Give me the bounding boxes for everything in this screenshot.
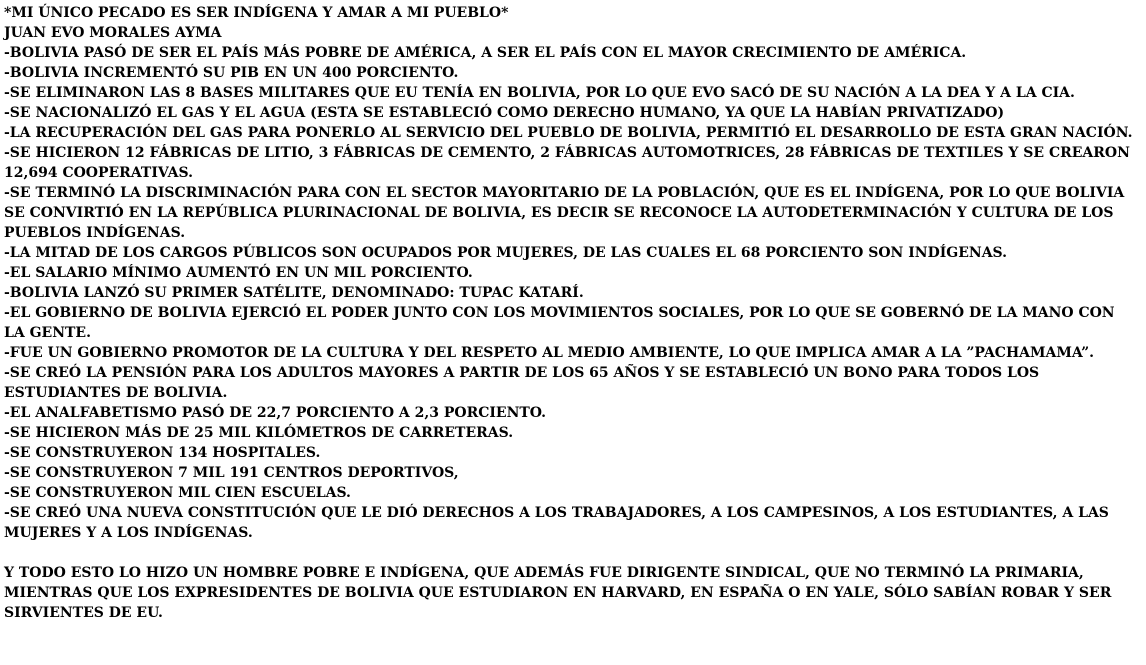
document-body bbox=[4, 3, 1140, 623]
list-item: -FUE UN GOBIERNO PROMOTOR DE LA CULTURA Y DEL RESPETO AL MEDIO AMBIENTE, LO QUE IMPLICA AMAR A LA ”PACHAMAMA”. bbox=[4, 345, 1095, 361]
list-item: -EL GOBIERNO DE BOLIVIA EJERCIÓ EL PODER JUNTO CON LOS MOVIMIENTOS SOCIALES, POR LO QUE SE GOBERNÓ DE LA MANO CON LA GENTE. bbox=[4, 305, 1115, 341]
list-item: -SE NACIONALIZÓ EL GAS Y EL AGUA (ESTA SE ESTABLECIÓ COMO DERECHO HUMANO, YA QUE LA HABÍAN PRIVATIZADO) bbox=[4, 105, 1005, 121]
list-item: -SE HICIERON 12 FÁBRICAS DE LITIO, 3 FÁBRICAS DE CEMENTO, 2 FÁBRICAS AUTOMOTRICES, 28 FÁBRICAS DE TEXTILES Y SE CREARON 12,694 COOPERATIVAS. bbox=[4, 145, 1130, 181]
list-item: -EL ANALFABETISMO PASÓ DE 22,7 PORCIENTO A 2,3 PORCIENTO. bbox=[4, 405, 547, 421]
list-item: -EL SALARIO MÍNIMO AUMENTÓ EN UN MIL PORCIENTO. bbox=[4, 265, 473, 281]
closing-paragraph: Y TODO ESTO LO HIZO UN HOMBRE POBRE E INDÍGENA, QUE ADEMÁS FUE DIRIGENTE SINDICAL, QUE NO TERMINÓ LA PRIMARIA, MIENTRAS QUE LOS EXPRESIDENTES DE BOLIVIA QUE ESTUDIARON EN HARVARD, EN ESPAÑA O EN YALE, SÓLO SABÍAN ROBAR Y SER SIRVIENTES DE EU. bbox=[4, 565, 1112, 621]
document-author: JUAN EVO MORALES AYMA bbox=[4, 25, 222, 41]
list-item: -SE CONSTRUYERON MIL CIEN ESCUELAS. bbox=[4, 485, 351, 501]
list-item: -SE TERMINÓ LA DISCRIMINACIÓN PARA CON EL SECTOR MAYORITARIO DE LA POBLACIÓN, QUE ES EL INDÍGENA, POR LO QUE BOLIVIA SE CONVIRTIÓ EN LA REPÚBLICA PLURINACIONAL DE BOLIVIA, ES DECIR SE RECONOCE LA AUTODETERMINACIÓN Y CULTURA DE LOS PUEBLOS INDÍGENAS. bbox=[4, 185, 1125, 241]
list-item: -BOLIVIA PASÓ DE SER EL PAÍS MÁS POBRE DE AMÉRICA, A SER EL PAÍS CON EL MAYOR CRECIMIENTO DE AMÉRICA. bbox=[4, 45, 967, 61]
list-item: -BOLIVIA INCREMENTÓ SU PIB EN UN 400 PORCIENTO. bbox=[4, 65, 459, 81]
list-item: -LA MITAD DE LOS CARGOS PÚBLICOS SON OCUPADOS POR MUJERES, DE LAS CUALES EL 68 PORCIENTO SON INDÍGENAS. bbox=[4, 245, 1008, 261]
list-item: -SE CONSTRUYERON 7 MIL 191 CENTROS DEPORTIVOS, bbox=[4, 465, 459, 481]
paragraph-spacer bbox=[4, 543, 1140, 563]
list-item: -LA RECUPERACIÓN DEL GAS PARA PONERLO AL SERVICIO DEL PUEBLO DE BOLIVIA, PERMITIÓ EL DESARROLLO DE ESTA GRAN NACIÓN. bbox=[4, 125, 1133, 141]
list-item: -SE ELIMINARON LAS 8 BASES MILITARES QUE EU TENÍA EN BOLIVIA, POR LO QUE EVO SACÓ DE SU NACIÓN A LA DEA Y A LA CIA. bbox=[4, 85, 1075, 101]
list-item: -SE CONSTRUYERON 134 HOSPITALES. bbox=[4, 445, 321, 461]
list-item: -SE CREÓ LA PENSIÓN PARA LOS ADULTOS MAYORES A PARTIR DE LOS 65 AÑOS Y SE ESTABLECIÓ UN BONO PARA TODOS LOS ESTUDIANTES DE BOLIVIA. bbox=[4, 365, 1040, 401]
list-item: -SE CREÓ UNA NUEVA CONSTITUCIÓN QUE LE DIÓ DERECHOS A LOS TRABAJADORES, A LOS CAMPESINOS, A LOS ESTUDIANTES, A LAS MUJERES Y A LOS INDÍGENAS. bbox=[4, 505, 1109, 541]
list-item: -BOLIVIA LANZÓ SU PRIMER SATÉLITE, DENOMINADO: TUPAC KATARÍ. bbox=[4, 285, 584, 301]
list-item: -SE HICIERON MÁS DE 25 MIL KILÓMETROS DE CARRETERAS. bbox=[4, 425, 514, 441]
document-title: *MI ÚNICO PECADO ES SER INDÍGENA Y AMAR A MI PUEBLO* bbox=[4, 5, 509, 21]
